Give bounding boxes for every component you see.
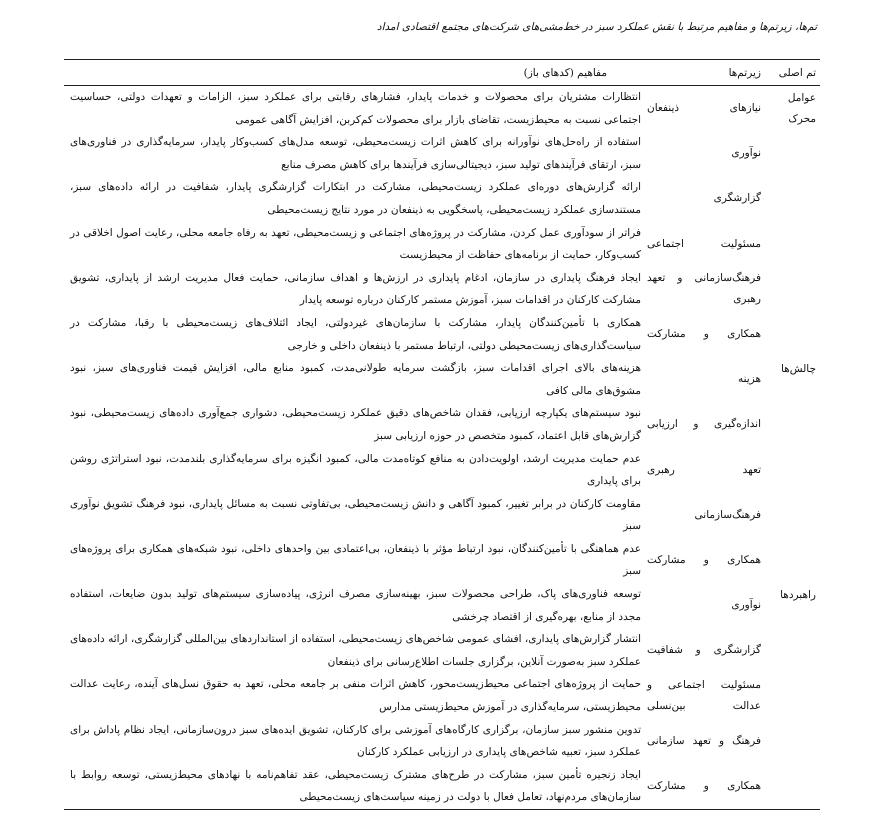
subtheme-cell	[647, 493, 769, 538]
table-caption: تم‌ها، زیرتم‌ها و مفاهیم مرتبط با نقش عملکرد سبز در خط‌مشی‌های شرکت‌های مجتمع اقتصادی امداد	[376, 21, 817, 33]
theme-cell	[769, 493, 820, 538]
subtheme-cell	[647, 86, 769, 131]
concepts-cell: ارائه گزارش‌های دوره‌ای عملکرد زیست‌محیطی، مشارکت در ابتکارات گزارشگری پایدار، شفافیت در ارائه داده‌های سبز، مستندسازی عملکرد زیست‌محیطی، پاسخگویی به ذینفعان در مورد نتایج زیست‌محیطی	[70, 181, 641, 216]
concepts-cell: عدم هماهنگی با تأمین‌کنندگان، نبود ارتباط مؤثر با ذینفعان، بی‌اعتمادی بین واحدهای داخلی، نبود شبکه‌های همکاری برای پروژه‌های سبز	[70, 542, 641, 578]
table-row	[64, 538, 820, 583]
concepts-cell: عدم حمایت مدیریت ارشد، اولویت‌دادن به منافع کوتاه‌مدت مالی، کمبود انگیزه برای سرمایه‌گذاری بلندمدت، نبود استراتژی روشن برای پایداری	[70, 452, 641, 488]
header-main-theme: تم اصلی	[778, 66, 816, 79]
subtheme-text: گزارشگری	[713, 192, 761, 205]
table-row	[64, 86, 820, 131]
theme-group-drivers	[64, 86, 820, 357]
subtheme-text: همکاری و مشارکت	[647, 328, 761, 341]
table-row	[64, 312, 820, 357]
main-theme-label: چالش‌ها	[780, 363, 816, 376]
subtheme-cell	[647, 448, 769, 493]
header-subthemes: زیرتم‌ها	[728, 66, 761, 79]
table-row	[64, 222, 820, 267]
table-row	[64, 357, 820, 402]
table-row	[64, 673, 820, 718]
main-theme-label: راهبردها	[780, 589, 816, 602]
theme-group-challenges	[64, 357, 820, 583]
subtheme-text: نیازهای ذینفعان	[647, 102, 761, 115]
theme-cell	[769, 357, 820, 402]
table-row	[64, 176, 820, 221]
subtheme-text: نوآوری	[731, 147, 761, 160]
theme-cell	[769, 719, 820, 764]
header-concepts: مفاهیم (کدهای باز)	[523, 66, 607, 79]
concepts-cell: حمایت از پروژه‌های اجتماعی محیط‌زیست‌محور، کاهش اثرات منفی بر جامعه محلی، تعهد به حقوق نسل‌های آینده، رعایت عدالت محیط‌زیستی، سرمایه‌گذاری در آموزش محیط‌زیستی مدارس	[70, 678, 641, 714]
subtheme-cell	[647, 628, 769, 673]
table-row	[64, 583, 820, 628]
subtheme-cell	[647, 222, 769, 267]
table-row	[64, 131, 820, 176]
theme-cell	[769, 628, 820, 673]
subtheme-cell	[647, 402, 769, 447]
theme-cell	[769, 131, 820, 176]
concepts-cell: انتشار گزارش‌های پایداری، افشای عمومی شاخص‌های زیست‌محیطی، استفاده از استانداردهای بین‌المللی گزارشگری، ارائه داده‌های عملکرد سبز به‌صورت آنلاین، برگزاری جلسات اطلاع‌رسانی برای ذینفعان	[70, 633, 641, 668]
theme-cell	[769, 86, 820, 131]
subtheme-text: فرهنگ و تعهد سازمانی	[647, 734, 761, 747]
concepts-cell: مقاومت کارکنان در برابر تغییر، کمبود آگاهی و دانش زیست‌محیطی، بی‌تفاوتی نسبت به مسائل پایداری، نبود فرهنگ تشویق نوآوری سبز	[70, 497, 641, 533]
table-row	[64, 719, 820, 764]
subtheme-cell	[647, 176, 769, 221]
table-body	[64, 86, 820, 809]
theme-cell	[769, 673, 820, 718]
subtheme-text: تعهد رهبری	[647, 463, 761, 476]
subtheme-cell	[647, 538, 769, 583]
subtheme-cell	[647, 312, 769, 357]
table-row	[64, 448, 820, 493]
subtheme-cell	[647, 719, 769, 764]
themes-table	[64, 59, 820, 810]
subtheme-text: فرهنگ‌سازمانی	[694, 508, 761, 521]
concepts-cell: انتظارات مشتریان برای محصولات و خدمات پایدار، فشارهای رقابتی برای عملکرد سبز، الزامات و تعهدات دولتی، حساسیت اجتماعی نسبت به محیط‌زیست، تقاضای بازار برای محصولات کم‌کربن، افزایش آگاهی عمومی	[70, 91, 641, 126]
subtheme-text: مسئولیت اجتماعی و عدالت بین‌نسلی	[647, 679, 761, 713]
subtheme-text: همکاری و مشارکت	[647, 553, 761, 566]
concepts-cell: توسعه فناوری‌های پاک، طراحی محصولات سبز، بهینه‌سازی مصرف انرژی، پیاده‌سازی سیستم‌های تولید بدون ضایعات، استفاده مجدد از منابع، بهره‌گیری از اقتصاد چرخشی	[70, 588, 641, 623]
subtheme-cell	[647, 357, 769, 402]
theme-cell	[769, 402, 820, 447]
theme-cell	[769, 222, 820, 267]
theme-cell	[769, 312, 820, 357]
concepts-cell: تدوین منشور سبز سازمان، برگزاری کارگاه‌های آموزشی برای کارکنان، تشویق ایده‌های سبز درون‌سازمانی، ایجاد نظام پاداش برای عملکرد سبز، تعبیه شاخص‌های پایداری در ارزیابی عملکرد کارکنان	[70, 723, 641, 759]
concepts-cell: فراتر از سودآوری عمل کردن، مشارکت در پروژه‌های اجتماعی و زیست‌محیطی، تعهد به رفاه جامعه محلی، رعایت اصول اخلاقی در کسب‌وکار، حمایت از برنامه‌های حفاظت از محیط‌زیست	[70, 226, 641, 262]
theme-cell	[769, 764, 820, 809]
concepts-cell: هزینه‌های بالای اجرای اقدامات سبز، بازگشت سرمایه طولانی‌مدت، کمبود منابع مالی، افزایش قیمت فناوری‌های سبز، نبود مشوق‌های مالی کافی	[70, 362, 641, 397]
table-row	[64, 493, 820, 538]
subtheme-cell	[647, 131, 769, 176]
table-row	[64, 402, 820, 447]
subtheme-cell	[647, 673, 769, 718]
concepts-cell: استفاده از راه‌حل‌های نوآورانه برای کاهش اثرات زیست‌محیطی، توسعه مدل‌های کسب‌وکار پایدار، سرمایه‌گذاری در فناوری‌های سبز، ارتقای فرآیندهای تولید سبز، دیجیتالی‌سازی فرآیندها برای کاهش مصرف منابع	[70, 136, 641, 171]
subtheme-cell	[647, 764, 769, 809]
table-row	[64, 628, 820, 673]
theme-cell	[769, 176, 820, 221]
subtheme-text: مسئولیت اجتماعی	[647, 237, 761, 250]
theme-group-strategies	[64, 583, 820, 809]
subtheme-text: همکاری و مشارکت	[647, 779, 761, 792]
theme-cell	[769, 538, 820, 583]
subtheme-text: هزینه	[737, 373, 761, 386]
subtheme-cell	[647, 267, 769, 312]
subtheme-text: اندازه‌گیری و ارزیابی	[647, 418, 761, 431]
subtheme-text: گزارشگری و شفافیت	[647, 644, 761, 657]
table-header-row	[64, 60, 820, 86]
concepts-cell: همکاری با تأمین‌کنندگان پایدار، مشارکت با سازمان‌های غیردولتی، ایجاد ائتلاف‌های زیست‌محیطی با رقبا، مشارکت در سیاست‌گذاری‌های زیست‌محیطی دولتی، ارتباط مستمر با ذینفعان داخلی و خارجی	[70, 316, 641, 352]
theme-cell	[769, 267, 820, 312]
table-row	[64, 764, 820, 809]
concepts-cell: ایجاد زنجیره تأمین سبز، مشارکت در طرح‌های مشترک زیست‌محیطی، عقد تفاهم‌نامه با نهادهای محیط‌زیستی، توسعه روابط با سازمان‌های مردم‌نهاد، تعامل فعال با دولت در زمینه سیاست‌های زیست‌محیطی	[70, 768, 641, 804]
subtheme-cell	[647, 583, 769, 628]
theme-cell	[769, 583, 820, 628]
subtheme-text: فرهنگ‌سازمانی و تعهد رهبری	[647, 272, 761, 306]
concepts-cell: ایجاد فرهنگ پایداری در سازمان، ادغام پایداری در ارزش‌ها و اهداف سازمانی، حمایت فعال مدیریت ارشد از پایداری، تشویق مشارکت کارکنان در اقدامات سبز، آموزش مستمر کارکنان درباره توسعه پایدار	[70, 271, 642, 307]
main-theme-label: عوامل محرک	[787, 92, 816, 125]
subtheme-text: نوآوری	[731, 599, 761, 612]
table-row	[64, 267, 820, 312]
theme-cell	[769, 448, 820, 493]
concepts-cell: نبود سیستم‌های یکپارچه ارزیابی، فقدان شاخص‌های دقیق عملکرد زیست‌محیطی، دشواری جمع‌آوری داده‌های زیست‌محیطی، نبود گزارش‌های قابل اعتماد، کمبود متخصص در حوزه ارزیابی سبز	[70, 407, 641, 442]
